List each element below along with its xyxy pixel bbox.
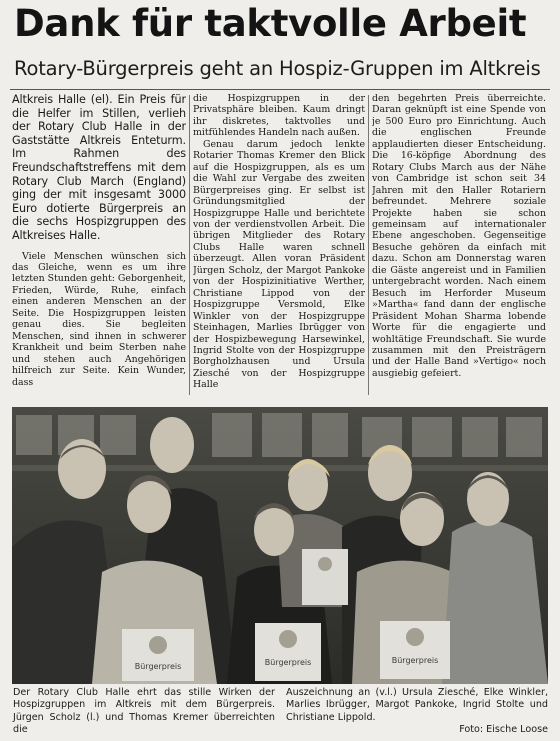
article-column-1 — [12, 93, 186, 399]
lead-paragraph: Altkreis Halle (el). Ein Preis für die Helfer im Stillen, verlieh der Rotary Club Halle in der Gaststätte Altkreis Enteturm. Im Rahmen des Freundschaftstreffens mit dem Rotary Club March (England) ging der mit insgesamt 3000 Euro dotierte Bürgerpreis an die sechs Hospizgruppen des Altkreises Halle. — [12, 93, 186, 242]
column-divider — [189, 95, 190, 395]
subheadline: Rotary-Bürgerpreis geht an Hospiz-Gruppen im Altkreis — [14, 57, 541, 80]
certificate-label: Bürgerpreis — [391, 656, 439, 665]
caption-text: Auszeichnung an (v.l.) Ursula Ziesché, Elke Winkler, Marlies Ibrügger, Margot Pankoke, Ingrid Stolte und Christiane Lippold. — [286, 687, 548, 723]
body-paragraph: den begehrten Preis überreichte. Daran geknüpft ist eine Spende von je 500 Euro pro Einrichtung. Auch die englischen Freunde applaudierten dieser Entscheidung. Die 16-köpfige Abordnung des Rotary Clubs March aus der Nähe von Cambridge ist schon seit 34 Jahren mit den Haller Rotariern befreundet. Mehrere soziale Projekte haben sie schon gemeinsam auf internationaler Ebene angeschoben. Gegenseitige Besuche gehören da einfach mit dazu. Schon am Donnerstag waren die Gäste angereist und in Familien untergebracht worden. Nach einem Besuch im Herforder Museum »Martha« fand dann der englische Präsident Mohan Sharma lobende Worte für die engagierte und wohltätige Freundschaft. Sie wurde zusammen mit den Preisträgern und der Halle Band »Vertigo« noch ausgiebig gefeiert. — [372, 93, 546, 379]
photo-caption-right — [286, 687, 548, 737]
certificate-label: Bürgerpreis — [134, 662, 182, 671]
headline: Dank für taktvolle Arbeit — [14, 2, 527, 45]
divider — [10, 89, 550, 90]
group-photo — [12, 407, 548, 684]
column-divider — [368, 95, 369, 395]
photo-illustration — [12, 407, 548, 684]
article-column-3 — [372, 93, 546, 399]
certificate-label: Bürgerpreis — [264, 658, 312, 667]
body-paragraph: Genau darum jedoch lenkte Rotarier Thomas Kremer den Blick auf die Hospizgruppen, als es um die Wahl zur Vergabe des zweiten Bürgerpreises ging. Er selbst ist Gründungsmitglied der Hospizgruppe Halle und berichtete von der verdienstvollen Arbeit. Die übrigen Mitglieder des Rotary Clubs Halle waren schnell überzeugt. Allen voran Präsident Jürgen Scholz, der Margot Pankoke von der Hospizinitiative Werther, Christiane Lippod von der Hospizgruppe Versmold, Elke Winkler von der Hospizgruppe Steinhagen, Marlies Ibrügger von der Hospizbewegung Harsewinkel, Ingrid Stolte von der Hospizgruppe Borgholzhausen und Ursula Ziesché von der Hospizgruppe Halle — [193, 138, 365, 391]
body-paragraph: die Hospizgruppen in der Privatsphäre bleiben. Kaum dringt ihr diskretes, taktvolles und mitfühlendes Handeln nach außen. — [193, 93, 365, 139]
photo-caption-left: Der Rotary Club Halle ehrt das stille Wirken der Hospizgruppen im Altkreis mit dem Bürgerpreis. Jürgen Scholz (l.) und Thomas Kremer überreichten die — [13, 687, 275, 736]
article-column-2 — [193, 93, 365, 399]
body-paragraph: Viele Menschen wünschen sich das Gleiche, wenn es um ihre letzten Stunden geht: Geborgenheit, Frieden, Würde, Ruhe, einfach einen anderen Menschen an der Seite. Die Hospizgruppen leisten genau dies. Sie begleiten Menschen, sind ihnen in schwerer Krankheit und beim Sterben nahe und stehen auch Angehörigen hilfreich zur Seite. Kein Wunder, dass — [12, 250, 186, 388]
photo-credit: Foto: Eische Loose — [459, 724, 548, 736]
